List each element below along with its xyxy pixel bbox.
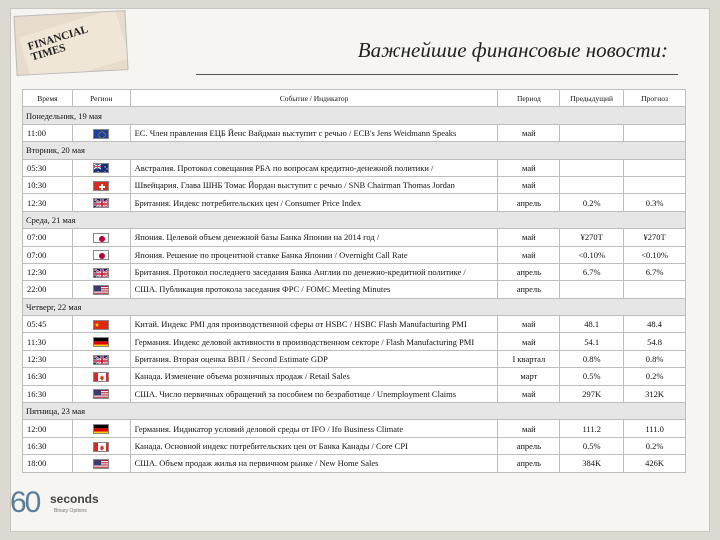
logo xyxy=(10,486,130,526)
table-row xyxy=(23,333,686,350)
region-cell xyxy=(72,194,130,211)
event-cell: Британия. Протокол последнего заседания Банка Англии по денежно-кредитной политике / xyxy=(130,263,498,280)
day-label: Пятница, 23 мая xyxy=(23,403,686,420)
time-cell: 22:00 xyxy=(23,281,73,298)
table-header xyxy=(23,90,686,107)
period-cell: март xyxy=(498,368,560,385)
previous-cell: 0.8% xyxy=(560,350,624,367)
forecast-cell: 111.0 xyxy=(624,420,686,437)
forecast-cell: 0.8% xyxy=(624,350,686,367)
forecast-cell: <0.10% xyxy=(624,246,686,263)
previous-cell: 297K xyxy=(560,385,624,402)
time-cell: 11:00 xyxy=(23,124,73,141)
event-cell: Швейцария. Глава ШНБ Томас Йордан выступит с речью / SNB Chairman Thomas Jordan xyxy=(130,176,498,193)
table-row xyxy=(23,455,686,472)
day-header xyxy=(23,298,686,315)
previous-cell: 0.5% xyxy=(560,368,624,385)
australia-flag xyxy=(93,163,109,173)
newspaper-title: FINANCIAL TIMES xyxy=(26,23,89,64)
period-cell: апрель xyxy=(498,194,560,211)
table-row xyxy=(23,316,686,333)
previous-cell xyxy=(560,124,624,141)
period-cell: май xyxy=(498,316,560,333)
uk-flag xyxy=(93,355,109,365)
forecast-cell: 48.4 xyxy=(624,316,686,333)
time-cell: 16:30 xyxy=(23,385,73,402)
day-header xyxy=(23,403,686,420)
region-cell xyxy=(72,420,130,437)
period-cell: апрель xyxy=(498,437,560,454)
previous-cell: ¥270T xyxy=(560,229,624,246)
region-cell xyxy=(72,385,130,402)
forecast-cell xyxy=(624,124,686,141)
event-cell: Китай. Индекс PMI для производственной сферы от HSBC / HSBC Flash Manufacturing PMI xyxy=(130,316,498,333)
day-label: Среда, 21 мая xyxy=(23,211,686,228)
table-row xyxy=(23,420,686,437)
header-time: Время xyxy=(23,90,73,107)
period-cell: апрель xyxy=(498,455,560,472)
logo-number: 60 xyxy=(10,486,40,519)
period-cell: май xyxy=(498,385,560,402)
event-cell: Австралия. Протокол совещания РБА по вопросам кредитно-денежной политики / xyxy=(130,159,498,176)
previous-cell: 48.1 xyxy=(560,316,624,333)
region-cell xyxy=(72,455,130,472)
header-previous: Предыдущий xyxy=(560,90,624,107)
header-forecast: Прогноз xyxy=(624,90,686,107)
uk-flag xyxy=(93,268,109,278)
canada-flag xyxy=(93,372,109,382)
time-cell: 07:00 xyxy=(23,246,73,263)
event-cell: США. Публикация протокола заседания ФРС / FOMC Meeting Minutes xyxy=(130,281,498,298)
event-cell: Япония. Целевой объем денежной базы Банка Японии на 2014 год / xyxy=(130,229,498,246)
time-cell: 18:00 xyxy=(23,455,73,472)
canada-flag xyxy=(93,442,109,452)
region-cell xyxy=(72,229,130,246)
japan-flag xyxy=(93,250,109,260)
day-label: Четверг, 22 мая xyxy=(23,298,686,315)
japan-flag xyxy=(93,233,109,243)
event-cell: Британия. Индекс потребительских цен / Consumer Price Index xyxy=(130,194,498,211)
period-cell: апрель xyxy=(498,281,560,298)
table-row xyxy=(23,281,686,298)
usa-flag xyxy=(93,389,109,399)
time-cell: 05:45 xyxy=(23,316,73,333)
forecast-cell xyxy=(624,159,686,176)
previous-cell: 384K xyxy=(560,455,624,472)
table-row xyxy=(23,176,686,193)
time-cell: 12:30 xyxy=(23,350,73,367)
time-cell: 12:00 xyxy=(23,420,73,437)
period-cell: май xyxy=(498,246,560,263)
event-cell: Япония. Решение по процентной ставке Банка Японии / Overnight Call Rate xyxy=(130,246,498,263)
forecast-cell xyxy=(624,176,686,193)
period-cell: I квартал xyxy=(498,350,560,367)
previous-cell: <0.10% xyxy=(560,246,624,263)
event-cell: Германия. Индикатор условий деловой среды от IFO / Ifo Business Climate xyxy=(130,420,498,437)
period-cell: май xyxy=(498,159,560,176)
event-cell: Британия. Вторая оценка ВВП / Second Estimate GDP xyxy=(130,350,498,367)
previous-cell: 0.2% xyxy=(560,194,624,211)
usa-flag xyxy=(93,285,109,295)
news-table xyxy=(22,89,686,473)
period-cell: май xyxy=(498,176,560,193)
time-cell: 07:00 xyxy=(23,229,73,246)
time-cell: 05:30 xyxy=(23,159,73,176)
previous-cell: 54.1 xyxy=(560,333,624,350)
table-row xyxy=(23,385,686,402)
germany-flag xyxy=(93,424,109,434)
previous-cell: 111.2 xyxy=(560,420,624,437)
table-row xyxy=(23,368,686,385)
region-cell xyxy=(72,437,130,454)
event-cell: США. Объем продаж жилья на первичном рынке / New Home Sales xyxy=(130,455,498,472)
previous-cell xyxy=(560,159,624,176)
previous-cell xyxy=(560,176,624,193)
time-cell: 16:30 xyxy=(23,368,73,385)
forecast-cell: 6.7% xyxy=(624,263,686,280)
eu-flag xyxy=(93,129,109,139)
table-row xyxy=(23,159,686,176)
time-cell: 12:30 xyxy=(23,194,73,211)
time-cell: 16:30 xyxy=(23,437,73,454)
logo-word: seconds xyxy=(50,492,99,506)
forecast-cell: 0.3% xyxy=(624,194,686,211)
previous-cell: 6.7% xyxy=(560,263,624,280)
event-cell: США. Число первичных обращений за пособием по безработице / Unemployment Claims xyxy=(130,385,498,402)
forecast-cell: 0.2% xyxy=(624,437,686,454)
event-cell: Германия. Индекс деловой активности в производственном секторе / Flash Manufacturing PMI xyxy=(130,333,498,350)
day-header xyxy=(23,142,686,159)
day-header xyxy=(23,211,686,228)
previous-cell: 0.5% xyxy=(560,437,624,454)
region-cell xyxy=(72,159,130,176)
table-row xyxy=(23,263,686,280)
forecast-cell: ¥270T xyxy=(624,229,686,246)
time-cell: 10:30 xyxy=(23,176,73,193)
header-region: Регион xyxy=(72,90,130,107)
germany-flag xyxy=(93,337,109,347)
table-row xyxy=(23,124,686,141)
page-title: Важнейшие финансовые новости: xyxy=(357,38,668,62)
day-label: Вторник, 20 мая xyxy=(23,142,686,159)
forecast-cell: 0.2% xyxy=(624,368,686,385)
region-cell xyxy=(72,368,130,385)
forecast-cell: 426K xyxy=(624,455,686,472)
region-cell xyxy=(72,176,130,193)
region-cell xyxy=(72,263,130,280)
period-cell: май xyxy=(498,229,560,246)
event-cell: ЕС. Член правления ЕЦБ Йенс Вайдман выступит с речью / ECB's Jens Weidmann Speaks xyxy=(130,124,498,141)
period-cell: май xyxy=(498,420,560,437)
event-cell: Канада. Изменение объема розничных продаж / Retail Sales xyxy=(130,368,498,385)
header-event: Событие / Индикатор xyxy=(130,90,498,107)
forecast-cell xyxy=(624,281,686,298)
region-cell xyxy=(72,281,130,298)
header-period: Период xyxy=(498,90,560,107)
time-cell: 12:30 xyxy=(23,263,73,280)
region-cell xyxy=(72,124,130,141)
title-underline xyxy=(196,74,678,75)
table-row xyxy=(23,229,686,246)
previous-cell xyxy=(560,281,624,298)
event-cell: Канада. Основной индекс потребительских цен от Банка Канады / Core CPI xyxy=(130,437,498,454)
forecast-cell: 312K xyxy=(624,385,686,402)
time-cell: 11:30 xyxy=(23,333,73,350)
region-cell xyxy=(72,246,130,263)
region-cell xyxy=(72,333,130,350)
table-row xyxy=(23,246,686,263)
usa-flag xyxy=(93,459,109,469)
uk-flag xyxy=(93,198,109,208)
day-label: Понедельник, 19 мая xyxy=(23,107,686,124)
day-header xyxy=(23,107,686,124)
region-cell xyxy=(72,316,130,333)
period-cell: апрель xyxy=(498,263,560,280)
table-row xyxy=(23,437,686,454)
logo-tagline: Binary Options xyxy=(54,508,87,514)
region-cell xyxy=(72,350,130,367)
period-cell: май xyxy=(498,333,560,350)
period-cell: май xyxy=(498,124,560,141)
table-row xyxy=(23,350,686,367)
switzerland-flag xyxy=(93,181,109,191)
forecast-cell: 54.8 xyxy=(624,333,686,350)
newspaper-image xyxy=(14,10,129,76)
table-row xyxy=(23,194,686,211)
china-flag xyxy=(93,320,109,330)
